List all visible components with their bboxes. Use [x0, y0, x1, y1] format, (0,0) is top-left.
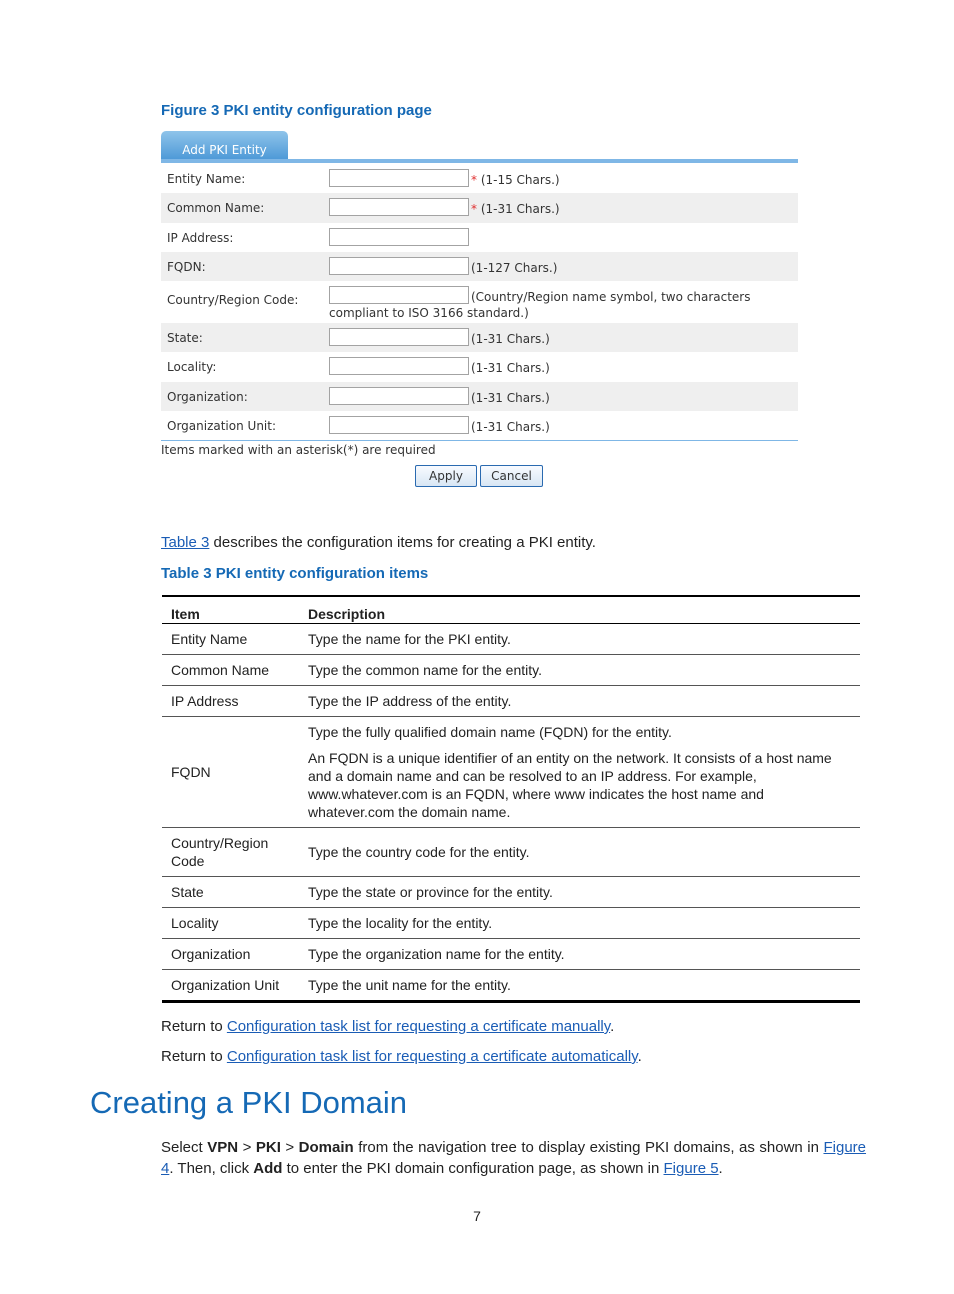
organization-hint: (1-31 Chars.): [471, 390, 550, 405]
manual-request-link[interactable]: Configuration task list for requesting a certificate manually: [226, 1018, 611, 1035]
form-row-entity-name: [161, 164, 798, 193]
entity-name-hint-text: (1-15 Chars.): [477, 173, 560, 187]
organization-unit-hint: (1-31 Chars.): [471, 420, 550, 435]
description-cell: [299, 717, 860, 828]
form-row-organization-unit: [161, 411, 798, 440]
fqdn-input[interactable]: [329, 257, 469, 275]
item-cell: IP Address: [162, 686, 299, 717]
country-region-code-hint: (Country/Region name symbol, two characters: [471, 290, 751, 305]
para-text: to enter the PKI domain configuration page, as shown in: [282, 1160, 664, 1177]
organization-input[interactable]: [329, 387, 469, 405]
figure-caption: Figure 3 PKI entity configuration page: [161, 102, 432, 119]
description-paragraph: Type the fully qualified domain name (FQDN) for the entity.: [308, 724, 672, 740]
para-text: Select: [161, 1139, 208, 1156]
figure-5-link[interactable]: Figure 5: [663, 1160, 719, 1177]
table-row: [162, 908, 860, 939]
item-cell: State: [162, 877, 299, 908]
description-paragraph: An FQDN is a unique identifier of an entity on the network. It consists of a host name and a domain name and can be resolved to an IP address. For example, www.whatever.com is an FQDN, where www indicates the host name and whatever.com the domain name.: [308, 750, 832, 820]
description-cell: Type the organization name for the entity.: [299, 939, 860, 970]
description-cell: Type the name for the PKI entity.: [299, 624, 860, 655]
item-cell: Organization Unit: [162, 970, 299, 1002]
form-row-ip-address: [161, 223, 798, 252]
form-row-state: [161, 323, 798, 352]
table-intro: [161, 534, 596, 551]
table-row: [162, 655, 860, 686]
item-cell: Locality: [162, 908, 299, 939]
locality-label: Locality:: [167, 360, 217, 375]
item-cell: FQDN: [162, 717, 299, 828]
entity-name-input[interactable]: [329, 169, 469, 187]
state-label: State:: [167, 331, 203, 346]
figure-4-link[interactable]: Figure 4: [161, 1139, 867, 1177]
tab-bar: [161, 130, 798, 164]
return-suffix: .: [637, 1048, 642, 1065]
country-region-code-input[interactable]: [329, 286, 469, 304]
automatic-request-link[interactable]: Configuration task list for requesting a certificate automatically: [226, 1048, 638, 1065]
fqdn-label: FQDN:: [167, 259, 206, 274]
common-name-input[interactable]: [329, 198, 469, 216]
fqdn-hint: (1-127 Chars.): [471, 260, 558, 275]
menu-vpn: VPN: [207, 1139, 239, 1156]
form-row-country-region-code: [161, 281, 798, 323]
return-prefix: Return to: [161, 1048, 227, 1065]
return-line-automatic: [161, 1048, 642, 1065]
ip-address-input[interactable]: [329, 228, 469, 246]
para-text: . Then, click: [169, 1160, 254, 1177]
tab-underline: [161, 159, 798, 163]
header-description: Description: [299, 596, 860, 624]
return-suffix: .: [610, 1018, 615, 1035]
ip-address-label: IP Address:: [167, 230, 234, 245]
state-hint: (1-31 Chars.): [471, 332, 550, 347]
item-cell: Common Name: [162, 655, 299, 686]
form-row-organization: [161, 382, 798, 411]
tab-add-pki-entity[interactable]: Add PKI Entity: [161, 131, 288, 161]
organization-label: Organization:: [167, 389, 248, 404]
entity-name-label: Entity Name:: [167, 172, 246, 186]
description-cell: Type the country code for the entity.: [299, 828, 860, 877]
description-cell: Type the common name for the entity.: [299, 655, 860, 686]
table-row: [162, 877, 860, 908]
common-name-hint: [471, 202, 560, 216]
organization-unit-input[interactable]: [329, 416, 469, 434]
form-row-fqdn: [161, 252, 798, 281]
common-name-hint-text: (1-31 Chars.): [477, 202, 560, 217]
para-text: from the navigation tree to display existing PKI domains, as shown in: [353, 1139, 819, 1156]
locality-input[interactable]: [329, 357, 469, 375]
required-asterisk: *: [471, 202, 477, 217]
section-paragraph: [161, 1137, 866, 1179]
item-cell: Country/Region Code: [162, 828, 299, 877]
menu-pki: PKI: [255, 1139, 281, 1156]
required-asterisk: *: [471, 173, 477, 187]
form-row-common-name: [161, 193, 798, 222]
cancel-button[interactable]: Cancel: [480, 465, 543, 487]
locality-hint: (1-31 Chars.): [471, 361, 550, 376]
form-divider: [161, 440, 798, 441]
menu-domain: Domain: [298, 1139, 354, 1156]
table-row: [162, 717, 860, 828]
pki-entity-form: [161, 130, 798, 487]
apply-button[interactable]: Apply: [415, 465, 477, 487]
description-cell: Type the state or province for the entity.: [299, 877, 860, 908]
add-keyword: Add: [253, 1160, 283, 1177]
country-region-code-label: Country/Region Code:: [167, 293, 299, 308]
table-intro-text: describes the configuration items for creating a PKI entity.: [209, 534, 596, 551]
table-row: [162, 828, 860, 877]
button-row: [161, 457, 798, 487]
state-input[interactable]: [329, 328, 469, 346]
entity-name-hint: [471, 173, 560, 187]
return-prefix: Return to: [161, 1018, 227, 1035]
description-cell: Type the locality for the entity.: [299, 908, 860, 939]
return-line-manual: [161, 1018, 614, 1035]
item-cell: Entity Name: [162, 624, 299, 655]
table-header-row: [162, 596, 860, 624]
para-text: .: [718, 1160, 723, 1177]
section-heading: Creating a PKI Domain: [90, 1085, 408, 1120]
header-item: Item: [162, 596, 299, 624]
description-cell: Type the unit name for the entity.: [299, 970, 860, 1002]
country-region-code-hint-line2: compliant to ISO 3166 standard.): [329, 306, 529, 321]
para-text: >: [238, 1139, 256, 1156]
pki-entity-items-table: [162, 595, 860, 1003]
page-number: 7: [473, 1208, 481, 1224]
table-row: [162, 686, 860, 717]
table-3-link[interactable]: Table 3: [161, 534, 210, 551]
description-cell: Type the IP address of the entity.: [299, 686, 860, 717]
common-name-label: Common Name:: [167, 201, 265, 216]
table-row: [162, 624, 860, 655]
table-row: [162, 939, 860, 970]
form-row-locality: [161, 352, 798, 381]
required-note: Items marked with an asterisk(*) are required: [161, 443, 436, 458]
table-caption: Table 3 PKI entity configuration items: [161, 565, 429, 582]
organization-unit-label: Organization Unit:: [167, 419, 277, 434]
item-cell: Organization: [162, 939, 299, 970]
table-row: [162, 970, 860, 1002]
para-text: >: [280, 1139, 299, 1156]
